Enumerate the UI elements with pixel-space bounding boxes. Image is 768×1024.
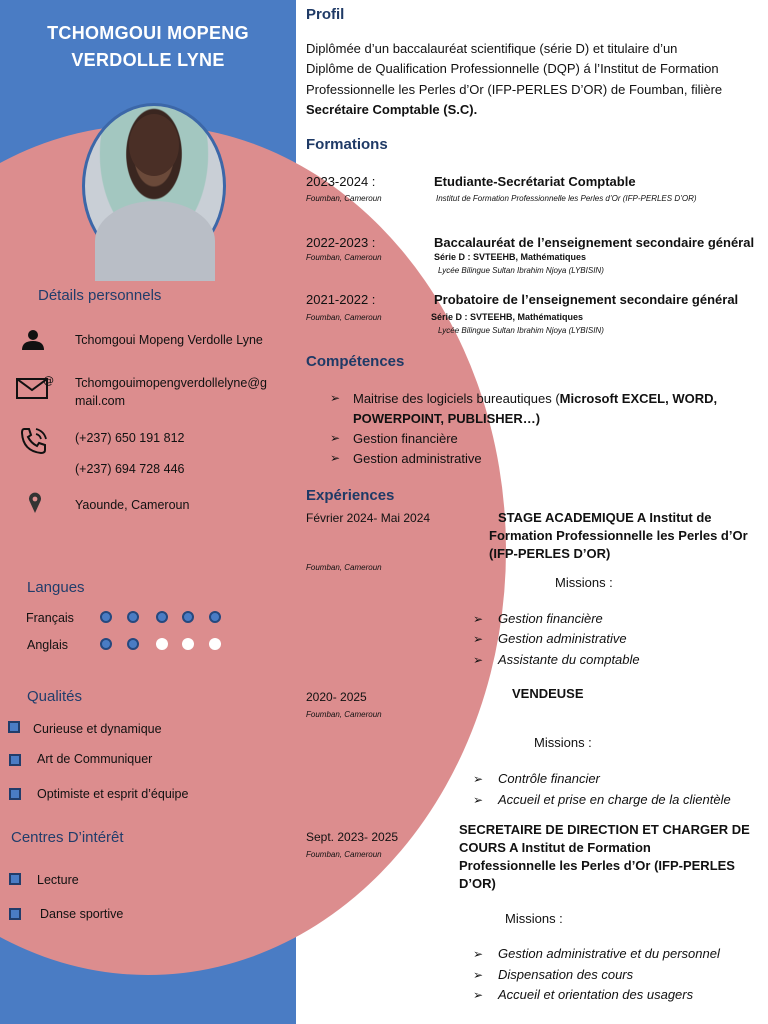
language-level-dot — [127, 611, 139, 623]
quality-bullet — [9, 788, 21, 800]
quality-item: Optimiste et esprit d’équipe — [37, 787, 189, 801]
language-level-dot — [127, 638, 139, 650]
mission-item: Gestion administrative — [498, 631, 627, 646]
details-title: Détails personnels — [38, 287, 162, 304]
language-level-dot — [209, 638, 221, 650]
language-level-dot — [182, 611, 194, 623]
photo-shirt — [95, 201, 215, 281]
formation-date: 2022-2023 : — [306, 235, 376, 250]
experience-title-line: COURS A Institut de Formation — [459, 840, 651, 855]
formation-title: Baccalauréat de l’enseignement secondaire général — [434, 235, 755, 250]
mission-item: Gestion financière — [498, 611, 603, 626]
arrow-bullet-icon: ➢ — [473, 793, 484, 807]
formations-title: Formations — [306, 136, 388, 153]
candidate-name-line1: TCHOMGOUI MOPENG — [47, 23, 249, 43]
phone-icon — [19, 426, 49, 456]
language-name-english: Anglais — [27, 638, 68, 652]
mission-item: Gestion administrative et du personnel — [498, 946, 720, 961]
language-level-dot — [182, 638, 194, 650]
quality-bullet — [8, 721, 20, 733]
experience-title-line: D’OR) — [459, 876, 496, 891]
skill-item-bold: Microsoft EXCEL, WORD, — [559, 391, 718, 406]
experience-title-line: Professionnelle les Perles d’Or (IFP-PERLES — [459, 858, 735, 873]
profile-photo — [82, 103, 226, 269]
location-pin-icon — [28, 492, 42, 514]
arrow-bullet-icon: ➢ — [473, 988, 484, 1002]
experience-title-line: Formation Professionnelle les Perles d’Or — [489, 528, 748, 543]
arrow-bullet-icon: ➢ — [473, 632, 484, 646]
formation-date: 2023-2024 : — [306, 174, 376, 189]
arrow-bullet-icon: ➢ — [330, 391, 341, 405]
formation-date: 2021-2022 : — [306, 292, 376, 307]
mission-item: Accueil et prise en charge de la clientèle — [498, 792, 731, 807]
interest-item: Lecture — [37, 873, 79, 887]
language-level-dot — [100, 638, 112, 650]
skill-item: Gestion financière — [353, 431, 458, 446]
profile-line: Secrétaire Comptable (S.C). — [306, 102, 478, 117]
location: Yaounde, Cameroun — [75, 498, 190, 512]
skill-item-continued: POWERPOINT, PUBLISHER…) — [353, 411, 541, 426]
formation-detail: Série D : SVTEEHB, Mathématiques — [431, 312, 584, 322]
mission-item: Dispensation des cours — [498, 967, 634, 982]
language-name-french: Français — [26, 611, 74, 625]
arrow-bullet-icon: ➢ — [330, 451, 341, 465]
experience-title-line: (IFP-PERLES D’OR) — [489, 546, 611, 561]
phone-1[interactable]: (+237) 650 191 812 — [75, 431, 185, 445]
mission-item: Contrôle financier — [498, 771, 600, 786]
experience-place: Foumban, Cameroun — [306, 563, 382, 572]
formation-place: Foumban, Cameroun — [306, 313, 382, 322]
experience-title-line: VENDEUSE — [512, 686, 584, 701]
languages-title: Langues — [27, 579, 85, 596]
email-line1[interactable]: Tchomgouimopengverdollelyne@g — [75, 376, 267, 390]
person-icon — [21, 329, 45, 351]
missions-label: Missions : — [505, 911, 563, 926]
arrow-bullet-icon: ➢ — [473, 968, 484, 982]
language-level-dot — [156, 611, 168, 623]
sidebar — [0, 0, 296, 1024]
formation-detail: Institut de Formation Professionnelle les Perles d’Or (IFP-PERLES D’OR) — [436, 194, 697, 203]
experience-title-line: SECRETAIRE DE DIRECTION ET CHARGER DE — [459, 822, 750, 837]
skills-title: Compétences — [306, 353, 405, 370]
formation-school: Lycée Bilingue Sultan Ibrahim Njoya (LYBISIN) — [438, 326, 604, 335]
experience-place: Foumban, Cameroun — [306, 710, 382, 719]
interest-bullet — [9, 908, 21, 920]
experiences-title: Expériences — [306, 487, 395, 504]
arrow-bullet-icon: ➢ — [473, 653, 484, 667]
formation-place: Foumban, Cameroun — [306, 194, 382, 203]
quality-item: Curieuse et dynamique — [33, 722, 162, 736]
experience-place: Foumban, Cameroun — [306, 850, 382, 859]
email-icon — [16, 374, 52, 400]
formation-detail: Série D : SVTEEHB, Mathématiques — [434, 252, 587, 262]
interests-title: Centres D’intérêt — [11, 829, 124, 846]
full-name: Tchomgoui Mopeng Verdolle Lyne — [75, 333, 263, 347]
profile-line: Diplôme de Qualification Professionnelle (DQP) á l’Institut de Formation — [306, 61, 719, 76]
formation-title: Probatoire de l’enseignement secondaire général — [434, 292, 739, 307]
candidate-name-line2: VERDOLLE LYNE — [71, 50, 225, 70]
interest-item: Danse sportive — [40, 907, 124, 921]
profile-line: Diplômée d’un baccalauréat scientifique (série D) et titulaire d’un — [306, 41, 678, 56]
mission-item: Assistante du comptable — [498, 652, 640, 667]
formation-title: Etudiante-Secrétariat Comptable — [434, 174, 636, 189]
quality-bullet — [9, 754, 21, 766]
formation-place: Foumban, Cameroun — [306, 253, 382, 262]
phone-2[interactable]: (+237) 694 728 446 — [75, 462, 185, 476]
qualities-title: Qualités — [27, 688, 83, 705]
experience-date: Sept. 2023- 2025 — [306, 830, 399, 844]
interest-bullet — [9, 873, 21, 885]
profile-title: Profil — [306, 6, 345, 23]
language-level-dot — [156, 638, 168, 650]
missions-label: Missions : — [555, 575, 613, 590]
email-line2[interactable]: mail.com — [75, 394, 126, 408]
arrow-bullet-icon: ➢ — [473, 947, 484, 961]
missions-label: Missions : — [534, 735, 592, 750]
experience-date: Février 2024- Mai 2024 — [306, 511, 431, 525]
arrow-bullet-icon: ➢ — [473, 612, 484, 626]
language-level-dot — [100, 611, 112, 623]
arrow-bullet-icon: ➢ — [473, 772, 484, 786]
quality-item: Art de Communiquer — [37, 752, 153, 766]
experience-date: 2020- 2025 — [306, 690, 367, 704]
formation-school: Lycée Bilingue Sultan Ibrahim Njoya (LYBISIN) — [438, 266, 604, 275]
skill-item — [353, 389, 717, 410]
experience-title-line: STAGE ACADEMIQUE A Institut de — [498, 510, 712, 525]
language-level-dot — [209, 611, 221, 623]
photo-face — [129, 114, 179, 176]
skill-item-text: Maitrise des logiciels bureautiques ( — [353, 391, 560, 406]
svg-text:@: @ — [43, 374, 54, 387]
profile-line: Professionnelle les Perles d’Or (IFP-PERLES D’OR) de Foumban, filière — [306, 82, 723, 97]
sidebar-pink-background — [0, 125, 506, 975]
arrow-bullet-icon: ➢ — [330, 431, 341, 445]
skill-item: Gestion administrative — [353, 451, 482, 466]
mission-item: Accueil et orientation des usagers — [498, 987, 694, 1002]
